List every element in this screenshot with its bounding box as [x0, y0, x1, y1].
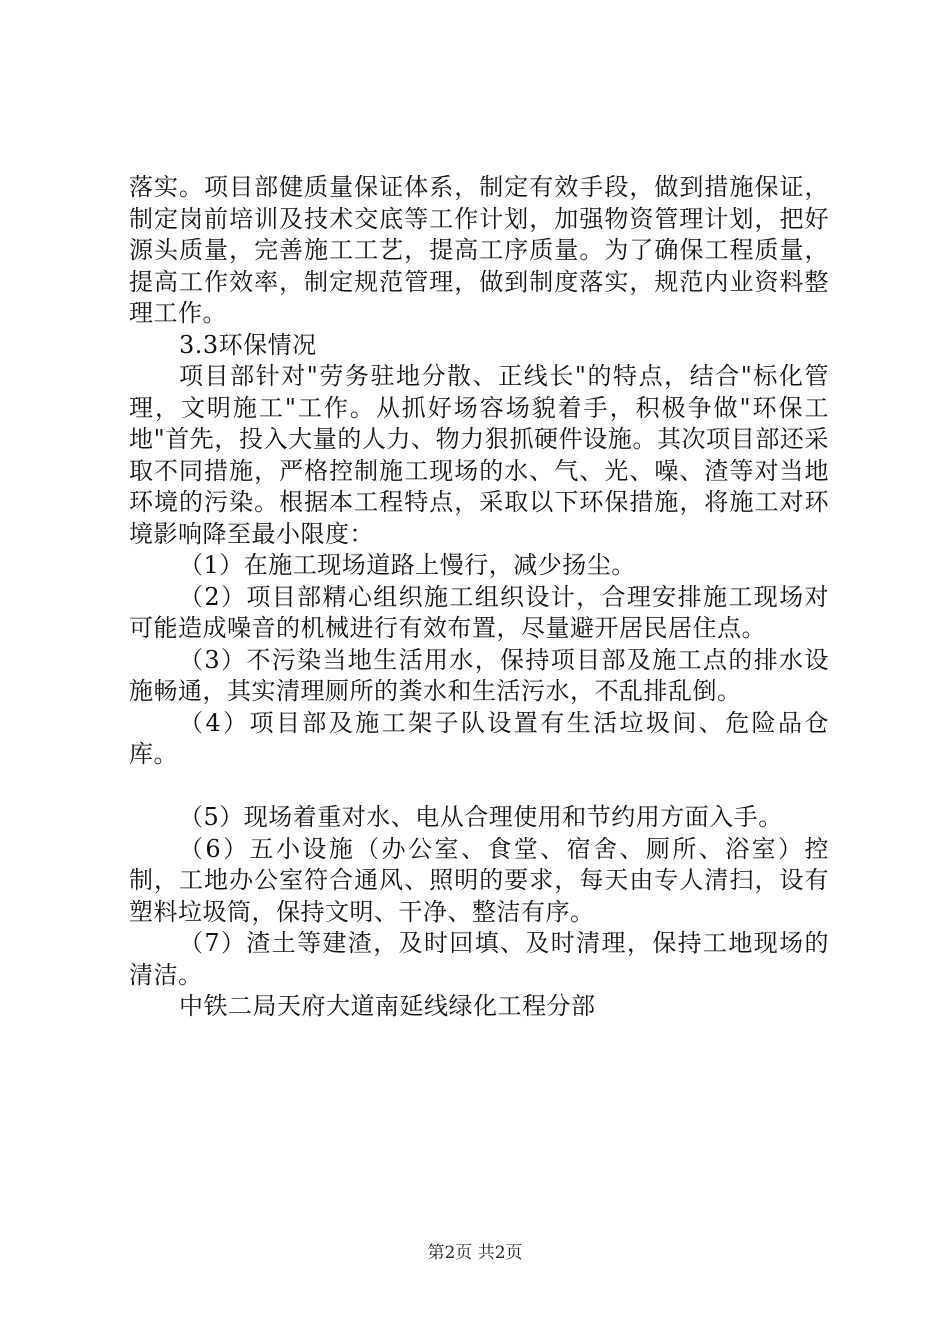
paragraph-quality-assurance: 落实。项目部健质量保证体系，制定有效手段，做到措施保证，制定岗前培训及技术交底等工作计划，加强物资管理计划，把好源头质量，完善施工工艺，提高工序质量。为了确保工程质量，提高工作效率，制定规范管理，做到制度落实，规范内业资料整理工作。: [129, 173, 829, 327]
list-item-measure-1: （1）在施工现场道路上慢行，减少扬尘。: [179, 551, 636, 579]
document-body: [129, 172, 829, 1023]
list-item-measure-3: （3）不污染当地生活用水，保持项目部及施工点的排水设施畅通，其实清理厕所的粪水和生活污水，不乱排乱倒。: [129, 645, 829, 705]
page-footer: [0, 1242, 950, 1264]
section-heading-environmental: 3.3环保情况: [179, 330, 317, 359]
signature-organization: 中铁二局天府大道南延线绿化工程分部: [179, 992, 596, 1020]
list-item-measure-7: （7）渣土等建渣，及时回填、及时清理，保持工地现场的清洁。: [129, 929, 829, 989]
list-item-measure-4: （4）项目部及施工架子队设置有生活垃圾间、危险品仓库。: [129, 708, 829, 768]
list-item-measure-5: （5）现场着重对水、电从合理使用和节约用方面入手。: [179, 803, 783, 831]
page-number-label: 第2页 共2页: [427, 1243, 523, 1263]
paragraph-spacer: [129, 771, 829, 803]
list-item-measure-2: （2）项目部精心组织施工组织设计，合理安排施工现场对可能造成噪音的机械进行有效布置，尽量避开居民居住点。: [129, 582, 829, 642]
list-item-measure-6: （6）五小设施（办公室、食堂、宿舍、厕所、浴室）控制，工地办公室符合通风、照明的要求，每天由专人清扫，设有塑料垃圾筒，保持文明、干净、整洁有序。: [129, 834, 829, 926]
paragraph-environmental-overview: 项目部针对"劳务驻地分散、正线长"的特点，结合"标化管理，文明施工"工作。从抓好场容场貌着手，积极争做"环保工地"首先，投入大量的人力、物力狠抓硬件设施。其次项目部还采取不同措施，严格控制施工现场的水、气、光、噪、渣等对当地环境的污染。根据本工程特点，采取以下环保措施，将施工对环境影响降至最小限度：: [129, 362, 829, 548]
